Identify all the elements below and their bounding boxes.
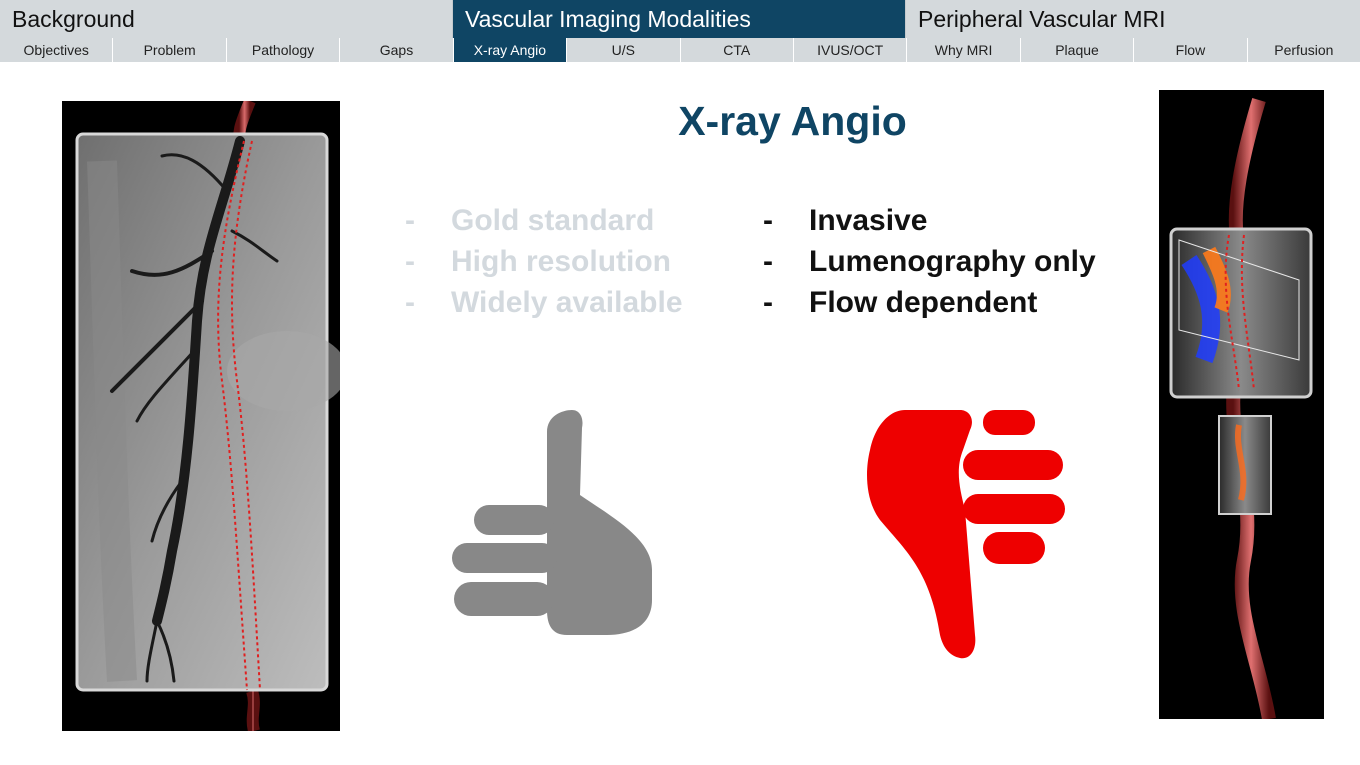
cons-item	[763, 200, 1096, 241]
tab-why-mri[interactable]: Why MRI	[907, 38, 1020, 62]
cons-list	[763, 200, 1096, 323]
tab-cta[interactable]: CTA	[681, 38, 794, 62]
tab-problem[interactable]: Problem	[113, 38, 226, 62]
section-tab-peripheral-vascular-mri[interactable]: Peripheral Vascular MRI	[906, 0, 1360, 38]
bullet-dash: -	[763, 245, 773, 278]
tab-gaps[interactable]: Gaps	[340, 38, 453, 62]
cons-item-text: Invasive	[809, 204, 928, 237]
bullet-dash: -	[763, 286, 773, 319]
section-nav	[0, 0, 1360, 38]
pros-item-text: High resolution	[451, 245, 671, 278]
bullet-dash: -	[763, 204, 773, 237]
bullet-dash: -	[405, 245, 415, 278]
pros-item	[405, 200, 683, 241]
tab-us[interactable]: U/S	[567, 38, 680, 62]
tab-ivus-oct[interactable]: IVUS/OCT	[794, 38, 907, 62]
bullet-dash: -	[405, 286, 415, 319]
tab-pathology[interactable]: Pathology	[227, 38, 340, 62]
pros-list	[405, 200, 683, 323]
tab-flow[interactable]: Flow	[1134, 38, 1247, 62]
thumbs-down-icon	[865, 410, 1070, 665]
section-tab-vascular-imaging-modalities[interactable]: Vascular Imaging Modalities	[453, 0, 906, 38]
cons-item	[763, 282, 1096, 323]
cons-item-text: Flow dependent	[809, 286, 1038, 319]
bullet-dash: -	[405, 204, 415, 237]
slide-title: X-ray Angio	[678, 98, 907, 144]
pros-item-text: Widely available	[451, 286, 683, 319]
tab-plaque[interactable]: Plaque	[1021, 38, 1134, 62]
vessel-composite-image	[1159, 90, 1324, 719]
subtab-nav	[0, 38, 1360, 62]
angiogram-image	[62, 101, 340, 731]
cons-item	[763, 241, 1096, 282]
cons-item-text: Lumenography only	[809, 245, 1096, 278]
tab-x-ray-angio[interactable]: X-ray Angio	[454, 38, 567, 62]
pros-item-text: Gold standard	[451, 204, 655, 237]
section-tab-background[interactable]: Background	[0, 0, 453, 38]
thumbs-up-icon	[452, 410, 657, 640]
pros-item	[405, 282, 683, 323]
tab-perfusion[interactable]: Perfusion	[1274, 42, 1334, 58]
pros-item	[405, 241, 683, 282]
tab-objectives[interactable]: Objectives	[0, 38, 113, 62]
